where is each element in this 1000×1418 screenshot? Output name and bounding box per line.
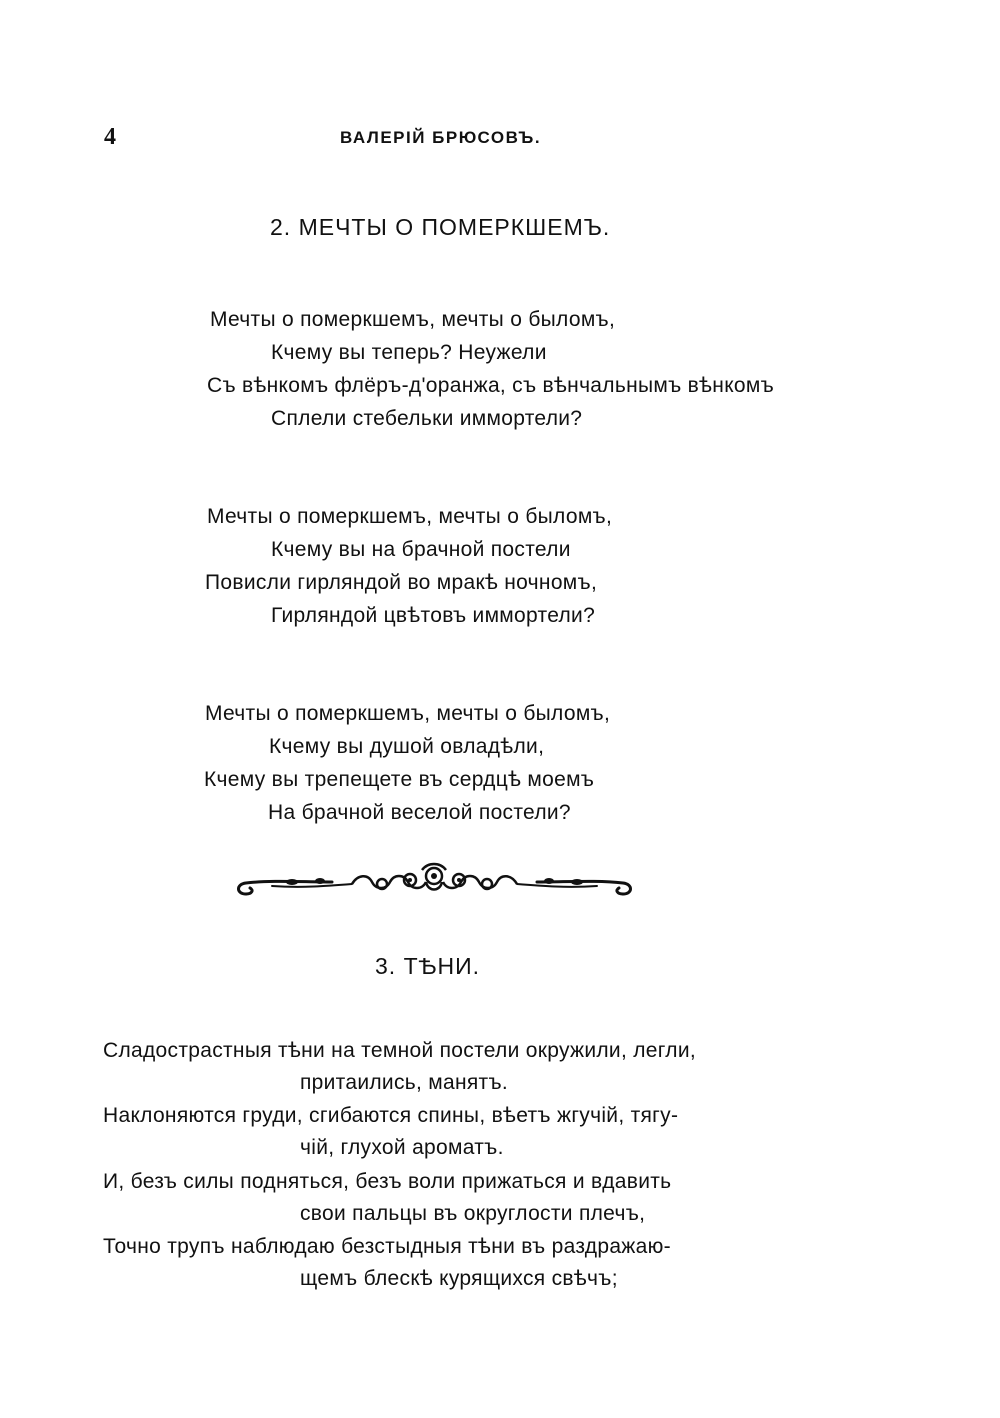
verse-line: Сплели стебельки иммортели? [271,407,583,430]
verse-line: Наклоняются груди, сгибаются спины, вѣетъ жгучій, тягу- [103,1104,679,1127]
verse-line: чій, глухой ароматъ. [300,1136,504,1159]
verse-line: свои пальцы въ округлости плечъ, [300,1202,646,1225]
verse-line: Повисли гирляндой во мракѣ ночномъ, [205,571,598,594]
verse-line: Мечты о померкшемъ, мечты о быломъ, [205,702,611,725]
verse-line: Гирляндой цвѣтовъ иммортели? [271,604,596,627]
poem-title: 2. МЕЧТЫ О ПОМЕРКШЕМЪ. [270,214,611,240]
running-title: ВАЛЕРІЙ БРЮСОВЪ. [340,128,542,147]
verse-line: Точно трупъ наблюдаю безстыдныя тѣни въ раздражаю- [103,1235,671,1258]
page-number: 4 [104,124,116,150]
verse-line: Мечты о померкшемъ, мечты о быломъ, [207,505,613,528]
poem-title: 3. ТѢНИ. [375,953,481,979]
verse-line: И, безъ силы подняться, безъ воли прижаться и вдавить [103,1170,672,1193]
verse-line: Съ вѣнкомъ флёръ-д'оранжа, съ вѣнчальнымъ вѣнкомъ [207,374,775,397]
verse-line: Сладострастныя тѣни на темной постели окружили, легли, [103,1039,696,1062]
verse-line: Кчему вы трепещете въ сердцѣ моемъ [204,768,595,791]
verse-line: На брачной веселой постели? [268,801,571,824]
floral-vignette-icon [232,858,637,904]
verse-line: щемъ блескѣ курящихся свѣчъ; [300,1267,618,1290]
verse-line: Кчему вы на брачной постели [271,538,571,561]
verse-line: Мечты о померкшемъ, мечты о быломъ, [210,308,616,331]
verse-line: Кчему вы душой овладѣли, [269,735,545,758]
verse-line: притаились, манятъ. [300,1071,509,1094]
verse-line: Кчему вы теперь? Неужели [271,341,547,364]
